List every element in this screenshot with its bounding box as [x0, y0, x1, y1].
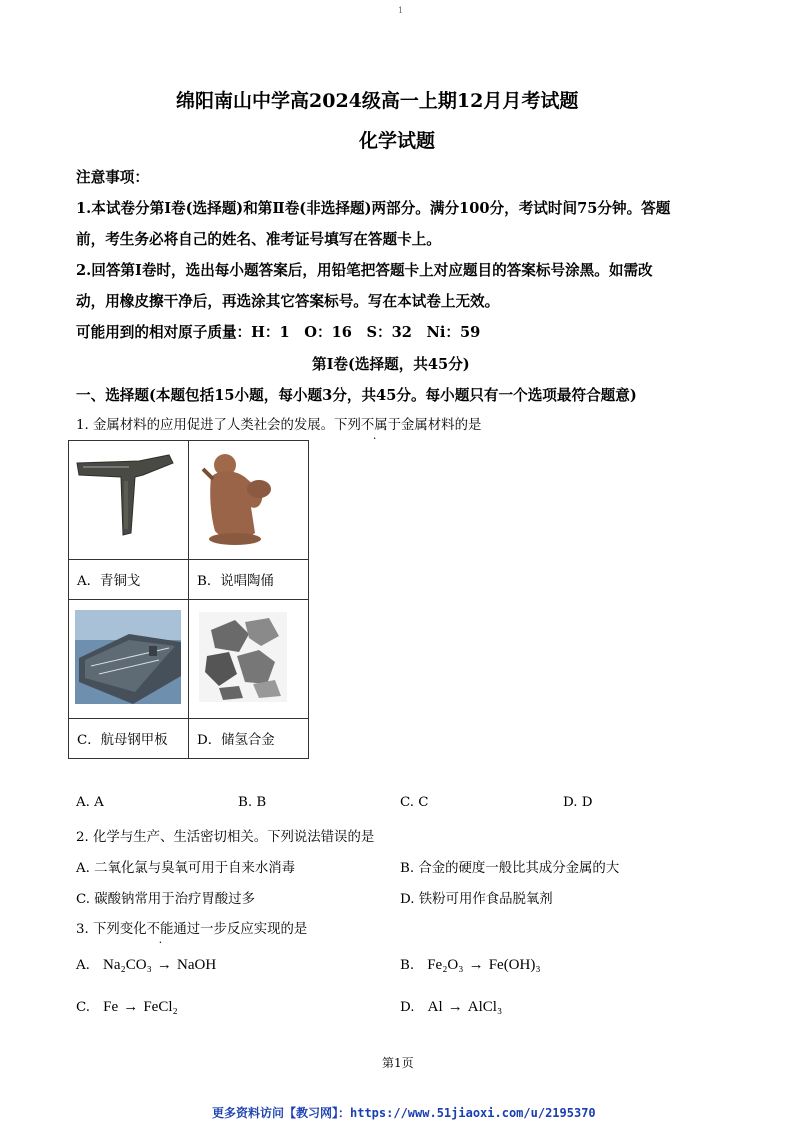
aircraft-carrier-image [69, 600, 188, 714]
q1-stem-post: 于金属材料的是 [387, 418, 482, 433]
exam-title: 绵阳南山中学高2024级高一上期12月月考试题 [176, 90, 579, 112]
q3-option-d-reactant: Al [427, 999, 443, 1015]
q3-option-b-product: Fe(OH)₃ [488, 957, 541, 973]
q1-image-cell-a [69, 441, 189, 560]
pottery-figurine-image [189, 441, 308, 555]
footer-link[interactable]: 更多资料访问【教习网】：https://www.51jiaoxi.com/u/2195370 [212, 1106, 596, 1120]
q1-stem-emphasis: 不属 [360, 418, 388, 433]
q3-option-b [400, 954, 541, 974]
q3-option-d-product: AlCl₃ [467, 999, 503, 1015]
q3-stem-pre: 3. 下列变化 [76, 922, 147, 937]
q3-option-c [76, 996, 178, 1016]
q3-option-d-letter: D. [400, 1000, 415, 1015]
q1-label-a: A．青铜戈 [69, 560, 189, 600]
question-2-stem: 2. 化学与生产、生活密切相关。下列说法错误的是 [76, 830, 375, 845]
q3-option-d [400, 996, 502, 1016]
atomic-masses: 可能用到的相对原子质量：H：1 O：16 S：32 Ni：59 [76, 324, 481, 341]
notice-line-1: 1.本试卷分第Ⅰ卷(选择题)和第Ⅱ卷(非选择题)两部分。满分100分，考试时间75分钟。答题 [76, 200, 671, 217]
q1-label-d: D．储氢合金 [189, 719, 309, 759]
alloy-chunks-image [189, 600, 308, 714]
section-instructions: 一、选择题(本题包括15小题，每小题3分，共45分。每小题只有一个选项最符合题意) [76, 387, 637, 404]
question-1-stem [76, 414, 481, 433]
notice-line-3: 2.回答第Ⅰ卷时，选出每小题答案后，用铅笔把答题卡上对应题目的答案标号涂黑。如需改 [76, 262, 653, 279]
q3-stem-emphasis: 不能 [146, 922, 174, 937]
q1-image-table [68, 440, 309, 759]
q3-stem-post: 通过一步反应实现的是 [173, 922, 308, 937]
notice-heading: 注意事项： [76, 169, 149, 186]
q2-option-a: A. 二氧化氯与臭氧可用于自来水消毒 [76, 861, 296, 876]
page-number: 第1页 [382, 1056, 414, 1070]
q3-option-c-letter: C. [76, 1000, 91, 1015]
q3-option-a-arrow: → [156, 957, 172, 973]
section-title: 第Ⅰ卷(选择题，共45分) [312, 356, 470, 373]
q3-option-a-letter: A. [76, 958, 90, 973]
q1-option-c: C. C [400, 795, 429, 810]
question-3-stem [76, 918, 307, 937]
q3-option-a-reactant: Na₂CO₃ [103, 957, 152, 973]
q2-option-b: B. 合金的硬度一般比其成分金属的大 [400, 861, 620, 876]
q1-option-d: D. D [563, 795, 593, 810]
q3-option-b-reactant: Fe₂O₃ [427, 957, 464, 973]
q2-option-d: D. 铁粉可用作食品脱氧剂 [400, 892, 553, 907]
q3-option-c-arrow: → [123, 999, 139, 1015]
q3-option-c-product: FeCl₂ [143, 999, 178, 1015]
q2-option-c: C. 碳酸钠常用于治疗胃酸过多 [76, 892, 255, 907]
bronze-dagger-axe-image [69, 441, 188, 555]
q1-stem-pre: 1. 金属材料的应用促进了人类社会的发展。下列 [76, 418, 361, 433]
notice-line-2: 前，考生务必将自己的姓名、准考证号填写在答题卡上。 [76, 231, 441, 248]
q1-image-cell-d [189, 600, 309, 719]
q3-option-b-arrow: → [468, 957, 484, 973]
q3-option-a-product: NaOH [177, 957, 217, 973]
q3-option-a [76, 954, 216, 974]
subject-title: 化学试题 [359, 130, 436, 152]
q1-image-cell-c [69, 600, 189, 719]
q3-option-d-arrow: → [447, 999, 463, 1015]
notice-line-4: 动，用橡皮擦干净后，再选涂其它答案标号。写在本试卷上无效。 [76, 293, 500, 310]
q1-image-cell-b [189, 441, 309, 560]
q1-label-c: C．航母钢甲板 [69, 719, 189, 759]
q3-option-b-letter: B. [400, 958, 415, 973]
page-marker: 1 [398, 6, 404, 15]
q1-option-b: B. B [238, 795, 267, 810]
q1-option-a: A. A [76, 795, 104, 810]
q3-option-c-reactant: Fe [103, 999, 119, 1015]
q1-label-b: B．说唱陶俑 [189, 560, 309, 600]
